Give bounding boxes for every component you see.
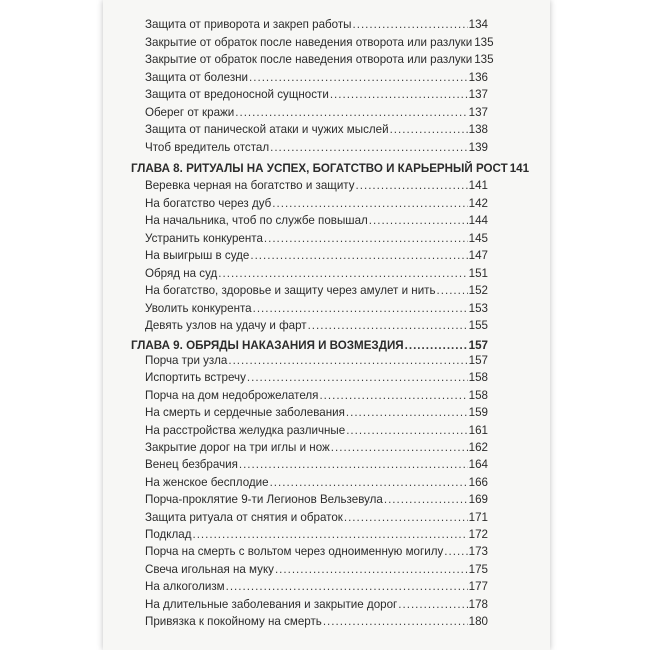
entry-title: Девять узлов на удачу и фарт xyxy=(145,319,307,332)
toc-entry xyxy=(103,86,550,104)
page-number: 136 xyxy=(468,70,488,84)
dot-leader xyxy=(218,265,467,283)
dot-leader xyxy=(272,195,467,213)
entry-title: Закрытие дорог на три иглы и нож xyxy=(145,441,330,454)
page-number: 135 xyxy=(474,35,494,49)
dot-leader xyxy=(308,317,468,335)
entry-title: На начальника, чтоб по службе повышал xyxy=(145,214,368,227)
entry-title: На женское бесплодие xyxy=(145,475,269,489)
page-number: 158 xyxy=(468,388,488,402)
dot-leader xyxy=(270,474,468,492)
page-number: 180 xyxy=(468,615,488,628)
dot-leader xyxy=(275,561,468,579)
toc-entry xyxy=(103,404,550,422)
dot-leader xyxy=(346,422,467,440)
page-number: 145 xyxy=(468,231,488,245)
chapter-title: ГЛАВА 9. ОБРЯДЫ НАКАЗАНИЯ И ВОЗМЕЗДИЯ xyxy=(131,339,404,352)
dot-leader xyxy=(270,139,468,157)
toc-entry xyxy=(103,596,550,614)
page-number: 169 xyxy=(468,493,488,507)
page-number: 135 xyxy=(474,53,494,66)
page-number: 171 xyxy=(468,510,488,524)
entry-title: На выигрыш в суде xyxy=(145,249,250,262)
dot-leader xyxy=(192,526,467,544)
page-number: 161 xyxy=(468,423,488,437)
dot-leader xyxy=(437,282,468,300)
dot-leader xyxy=(239,456,468,474)
toc-entry xyxy=(103,104,550,122)
dot-leader xyxy=(330,86,468,104)
page-number: 152 xyxy=(468,284,488,297)
dot-leader xyxy=(444,543,467,561)
entry-title: Веревка черная на богатство и защиту xyxy=(145,179,355,192)
entry-title: На расстройства желудка различные xyxy=(145,423,346,437)
toc-entry xyxy=(103,613,550,631)
toc-entry xyxy=(103,212,550,230)
entry-title: Венец безбрачия xyxy=(145,458,238,472)
entry-title: На длительные заболевания и закрытие дорог xyxy=(145,597,398,611)
dot-leader xyxy=(390,121,468,139)
toc-entry xyxy=(103,422,550,440)
dot-leader xyxy=(384,491,468,509)
book-page xyxy=(103,0,550,650)
toc-entry xyxy=(103,247,550,265)
toc-entry xyxy=(103,34,550,52)
page-number: 144 xyxy=(468,214,488,227)
page-number: 157 xyxy=(468,339,488,352)
toc-entry xyxy=(103,195,550,213)
entry-title: Порча на смерть с вольтом через одноименную могилу xyxy=(145,545,444,559)
dot-leader xyxy=(226,578,468,596)
entry-title: Порча на дом недоброжелателя xyxy=(145,388,319,402)
toc-entry xyxy=(103,139,550,157)
dot-leader xyxy=(346,404,468,422)
dot-leader xyxy=(235,104,467,122)
table-of-contents xyxy=(103,0,550,650)
toc-entry xyxy=(103,474,550,492)
dot-leader xyxy=(369,212,468,230)
toc-entry xyxy=(103,439,550,457)
entry-title: Порча три узла xyxy=(145,354,228,367)
toc-entry xyxy=(103,282,550,300)
dot-leader xyxy=(323,613,468,631)
page-number: 166 xyxy=(468,475,488,489)
entry-title: Порча-проклятие 9-ти Легионов Вельзевула xyxy=(145,493,383,507)
toc-entry xyxy=(103,177,550,195)
toc-entry xyxy=(103,561,550,579)
page-number: 138 xyxy=(468,123,488,136)
toc-entry xyxy=(103,16,550,34)
toc-entry xyxy=(103,369,550,387)
toc-entry xyxy=(103,526,550,544)
dot-leader xyxy=(398,596,467,614)
dot-leader xyxy=(228,352,467,370)
page-number: 164 xyxy=(468,458,488,472)
page-number: 173 xyxy=(468,545,488,559)
page-number: 137 xyxy=(468,88,488,101)
toc-entry xyxy=(103,121,550,139)
chapter-title: ГЛАВА 8. РИТУАЛЫ НА УСПЕХ, БОГАТСТВО И КАРЬЕРНЫЙ РОСТ xyxy=(131,162,508,175)
entry-title: Уволить конкурента xyxy=(145,301,252,315)
dot-leader xyxy=(331,439,468,457)
entry-title: На алкоголизм xyxy=(145,580,225,594)
toc-entry xyxy=(103,387,550,405)
entry-title: Защита от болезни xyxy=(145,70,249,84)
entry-title: На богатство через дуб xyxy=(145,196,272,210)
toc-entry xyxy=(103,352,550,370)
entry-title: Обряд на суд xyxy=(145,266,218,280)
dot-leader xyxy=(353,16,468,34)
page-number: 177 xyxy=(468,580,488,594)
page-number: 157 xyxy=(468,354,488,367)
entry-title: Свеча игольная на муку xyxy=(145,562,274,576)
dot-leader xyxy=(319,387,467,405)
dot-leader xyxy=(356,177,468,195)
entry-title: Защита ритуала от снятия и обраток xyxy=(145,510,343,524)
page-number: 142 xyxy=(468,196,488,210)
entry-title: Испортить встречу xyxy=(145,371,246,385)
toc-entry xyxy=(103,300,550,318)
page-number: 158 xyxy=(468,371,488,385)
toc-entry xyxy=(103,491,550,509)
toc-entry xyxy=(103,69,550,87)
dot-leader xyxy=(344,509,468,527)
page-number: 159 xyxy=(468,406,488,420)
page-number: 153 xyxy=(468,301,488,315)
dot-leader xyxy=(253,300,468,318)
toc-entry xyxy=(103,230,550,248)
toc-entry xyxy=(103,317,550,335)
entry-title: На богатство, здоровье и защиту через амулет и нить xyxy=(145,284,436,297)
toc-entry xyxy=(103,265,550,283)
entry-title: Привязка к покойному на смерть xyxy=(145,615,322,628)
dot-leader xyxy=(250,247,467,265)
page-number: 155 xyxy=(468,319,488,332)
chapter-heading xyxy=(103,160,550,178)
page-number: 178 xyxy=(468,597,488,611)
entry-title: Оберег от кражи xyxy=(145,105,235,119)
page-number: 162 xyxy=(468,441,488,454)
page-number: 139 xyxy=(468,140,488,154)
entry-title: Защита от приворота и закреп работы xyxy=(145,18,352,31)
entry-title: Защита от панической атаки и чужих мыслей xyxy=(145,123,389,136)
entry-title: Устранить конкурента xyxy=(145,231,263,245)
page-number: 134 xyxy=(468,18,488,31)
entry-title: Закрытие от обраток после наведения отворота или разлуки xyxy=(145,35,473,49)
entry-title: Подклад xyxy=(145,528,192,541)
toc-entry xyxy=(103,456,550,474)
dot-leader xyxy=(247,369,468,387)
page-number: 141 xyxy=(509,162,530,175)
toc-entry xyxy=(103,509,550,527)
toc-entry xyxy=(103,578,550,596)
page-number: 137 xyxy=(468,105,488,119)
entry-title: На смерть и сердечные заболевания xyxy=(145,406,345,420)
page-number: 141 xyxy=(468,179,488,192)
entry-title: Чтоб вредитель отстал xyxy=(145,140,270,154)
entry-title: Закрытие от обраток после наведения отворота или разлуки xyxy=(145,53,473,66)
toc-entry xyxy=(103,51,550,69)
page-number: 172 xyxy=(468,528,488,541)
page-number: 151 xyxy=(468,266,488,280)
toc-entry xyxy=(103,543,550,561)
entry-title: Защита от вредоносной сущности xyxy=(145,88,329,101)
page-number: 175 xyxy=(468,562,488,576)
page-number: 147 xyxy=(468,249,488,262)
dot-leader xyxy=(264,230,468,248)
dot-leader xyxy=(249,69,468,87)
